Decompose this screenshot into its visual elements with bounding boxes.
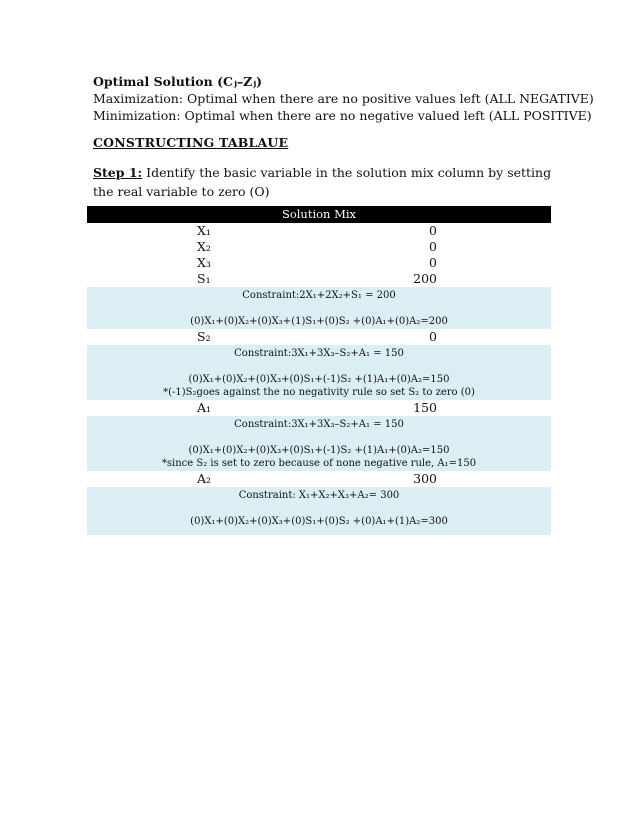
row-value: 150: [413, 400, 437, 415]
row-variable: X₂: [197, 239, 211, 254]
minimization-rule: Minimization: Optimal when there are no negative valued left (ALL POSITIVE): [93, 108, 592, 123]
row-variable: X₃: [197, 255, 211, 270]
table-row: [87, 255, 551, 271]
equation-text: (0)X₁+(0)X₂+(0)X₃+(0)S₁+(-1)S₂ +(1)A₁+(0)A₂=150: [188, 374, 450, 385]
table-row: [87, 271, 551, 287]
row-value: 0: [429, 329, 437, 344]
constraint-note: [87, 487, 551, 535]
row-value: 200: [413, 271, 437, 286]
equation-text: (0)X₁+(0)X₂+(0)X₃+(0)S₁+(0)S₂ +(0)A₁+(1)A₂=300: [190, 516, 448, 527]
table-row: [87, 471, 551, 487]
solution-mix-table: [87, 206, 551, 535]
constraint-text: Constraint:3X₁+3X₃–S₂+A₁ = 150: [234, 348, 404, 359]
remark-text: *(-1)S₂goes against the no negativity rule so set S₂ to zero (0): [163, 387, 475, 398]
maximization-rule: Maximization: Optimal when there are no positive values left (ALL NEGATIVE): [93, 91, 594, 106]
constraint-text: Constraint:2X₁+2X₂+S₁ = 200: [242, 290, 396, 301]
row-variable: X₁: [197, 223, 211, 238]
row-variable: S₂: [197, 329, 211, 344]
equation-text: (0)X₁+(0)X₂+(0)X₃+(1)S₁+(0)S₂ +(0)A₁+(0)A₂=200: [190, 316, 448, 327]
remark-text: *since S₂ is set to zero because of none negative rule, A₁=150: [161, 458, 477, 469]
optimal-solution-heading: [93, 73, 594, 124]
equation-text: (0)X₁+(0)X₂+(0)X₃+(0)S₁+(-1)S₂ +(1)A₁+(0)A₂=150: [188, 445, 450, 456]
row-value: 0: [429, 223, 437, 238]
step-1: [93, 163, 553, 201]
row-variable: A₁: [197, 400, 212, 415]
table-row: [87, 400, 551, 416]
row-value: 0: [429, 239, 437, 254]
step-text: Identify the basic variable in the solution mix column by setting the real variable to zero (O): [93, 165, 552, 199]
table-row: [87, 239, 551, 255]
row-variable: S₁: [197, 271, 211, 286]
table-row: [87, 223, 551, 239]
row-variable: A₂: [197, 471, 212, 486]
step-label: Step 1:: [93, 165, 143, 180]
row-value: 0: [429, 255, 437, 270]
constraint-note: [87, 345, 551, 400]
constraint-text: Constraint:3X₁+3X₃–S₂+A₁ = 150: [234, 419, 404, 430]
table-row: [87, 329, 551, 345]
optimal-solution-title: Optimal Solution (Cⱼ–Zⱼ): [93, 74, 263, 89]
row-value: 300: [413, 471, 437, 486]
table-header: Solution Mix: [87, 206, 551, 223]
constraint-note: [87, 287, 551, 329]
constraint-note: [87, 416, 551, 471]
section-title: CONSTRUCTING TABLAUE: [93, 135, 289, 150]
constraint-text: Constraint: X₁+X₂+X₃+A₂= 300: [238, 490, 400, 501]
